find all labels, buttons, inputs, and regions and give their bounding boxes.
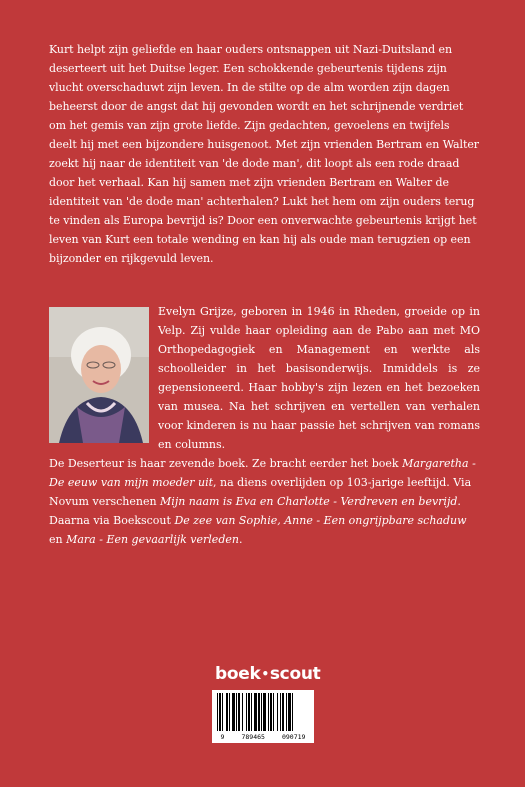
book-title: Mara - Een gevaarlijk verleden: [66, 533, 239, 546]
author-bio: Evelyn Grijze, geboren in 1946 in Rheden, groeide op in Velp. Zij vulde haar opleiding aan de Pabo aan met MO Orthopedagogiek en Management en werkte als schoolleider in het basisonderwijs. Inmiddels is ze gepensioneerd. Haar hobby's zijn lezen en het bezoeken van musea. Na het schrijven en vertellen van verhalen voor kinderen is nu haar passie het schrijven van romans en columns.: [158, 305, 480, 451]
isbn-barcode: [212, 690, 314, 743]
publisher-logo: boek•scout: [215, 664, 321, 684]
book-title: De zee van Sophie, Anne - Een ongrijpbare schaduw: [174, 514, 467, 527]
author-photo: [49, 307, 149, 443]
book-title: Margaretha - De eeuw van mijn moeder uit: [49, 457, 476, 489]
back-cover-blurb: Kurt helpt zijn geliefde en haar ouders ontsnappen uit Nazi-Duitsland en deserteert uit het Duitse leger. Een schokkende gebeurtenis tijdens zijn vlucht overschaduwt zijn leven. In de stilte op de alm worden zijn dagen beheerst door de angst dat hij gevonden wordt en het schrijnende verdriet om het gemis van zijn grote liefde. Zijn gedachten, gevoelens en twijfels deelt hij met een bijzondere huisgenoot. Met zijn vrienden Bertram en Walter zoekt hij naar de identiteit van 'de dode man', dit loopt als een rode draad door het verhaal. Kan hij samen met zijn vrienden Bertram en Walter de identiteit van 'de dode man' achterhalen? Lukt het hem om zijn ouders terug te vinden als Europa bevrijd is? Door een onverwachte gebeurtenis krijgt het leven van Kurt een totale wending en kan hij als oude man terugzien op een bijzonder en rijkgevuld leven.: [49, 43, 480, 265]
barcode-bars: [215, 693, 311, 731]
author-books: De Deserteur is haar zevende boek. Ze bracht eerder het boek Margaretha - De eeuw van mijn moeder uit, na diens overlijden op 103-jarige leeftijd. Via Novum verschenen Mijn naam is Eva en Charlotte - Verdreven en bevrijd. Daarna via Boekscout De zee van Sophie, Anne - Een ongrijpbare schaduw en Mara - Een gevaarlijk verleden.: [49, 457, 476, 546]
author-portrait-image: [49, 307, 149, 443]
book-title: Mijn naam is Eva en Charlotte - Verdreven en bevrijd: [160, 495, 458, 508]
barcode-digits: 9 789465 090719: [220, 733, 306, 741]
